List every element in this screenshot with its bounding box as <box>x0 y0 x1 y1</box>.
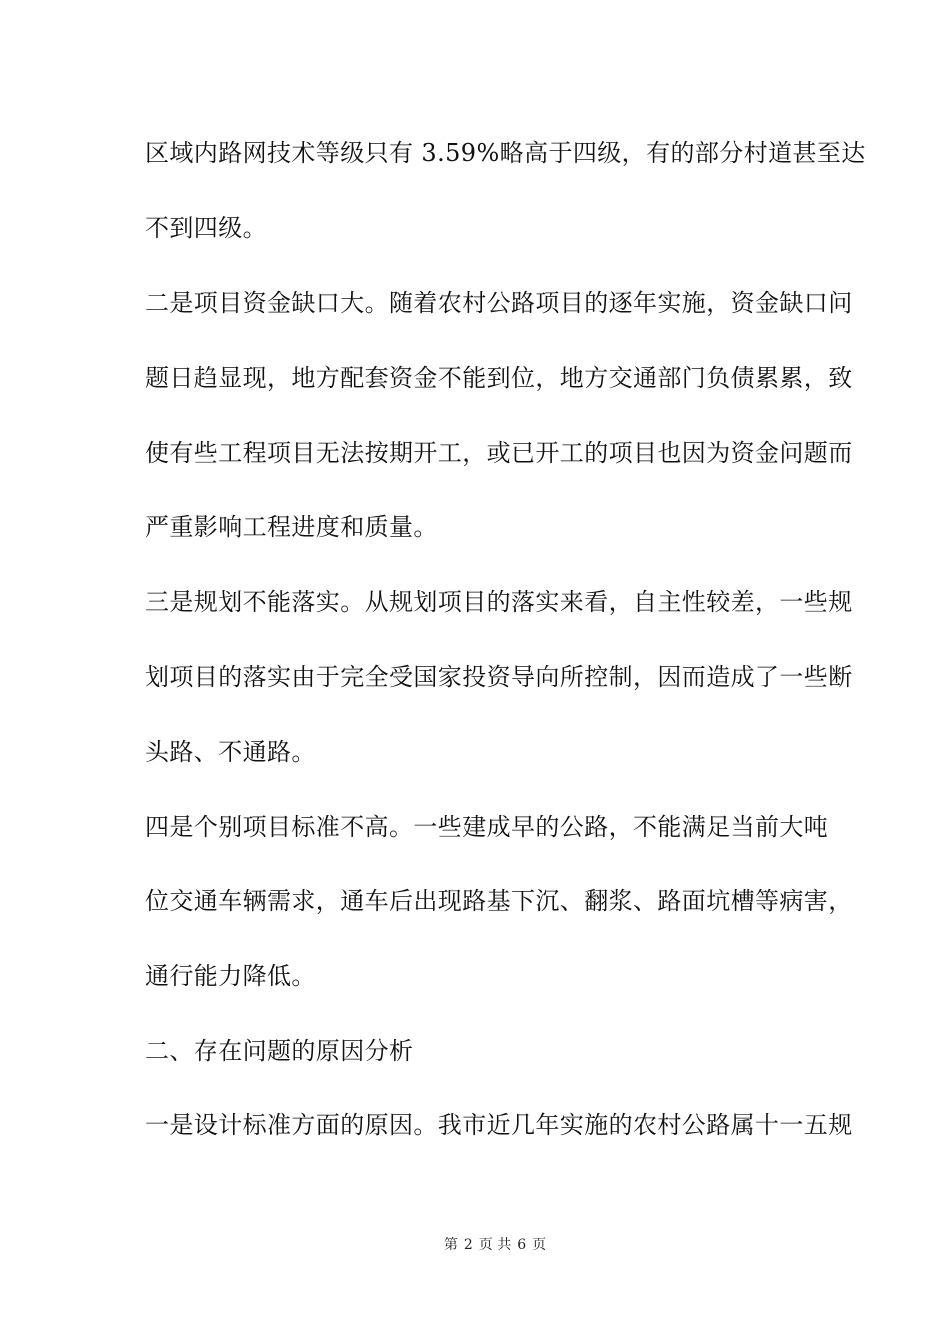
body-text-line: 题日趋显现，地方配套资金不能到位，地方交通部门负债累累，致 <box>145 364 853 392</box>
footer-prefix: 第 <box>443 1237 458 1253</box>
body-text-line: 不到四级。 <box>145 214 267 242</box>
body-text-line: 区域内路网技术等级只有 3.59%略高于四级，有的部分村道甚至达 <box>145 139 866 167</box>
footer-middle: 页 共 <box>478 1237 512 1253</box>
body-text-line: 划项目的落实由于完全受国家投资导向所控制，因而造成了一些断 <box>145 663 853 691</box>
paragraph-line: 三是规划不能落实。从规划项目的落实来看，自主性较差，一些规 <box>145 588 853 616</box>
body-text-line: 严重影响工程进度和质量。 <box>145 513 438 541</box>
body-text-line: 通行能力降低。 <box>145 962 316 990</box>
section-heading: 二、存在问题的原因分析 <box>145 1037 414 1065</box>
paragraph-line: 二是项目资金缺口大。随着农村公路项目的逐年实施，资金缺口问 <box>145 289 853 317</box>
body-text-line: 使有些工程项目无法按期开工，或已开工的项目也因为资金问题而 <box>145 439 853 467</box>
body-text-line: 头路、不通路。 <box>145 738 316 766</box>
footer-suffix: 页 <box>532 1237 547 1253</box>
paragraph-line: 一是设计标准方面的原因。我市近几年实施的农村公路属十一五规 <box>145 1111 853 1139</box>
footer-total-pages: 6 <box>517 1237 527 1253</box>
page-footer <box>0 1236 950 1254</box>
paragraph-line: 四是个别项目标准不高。一些建成早的公路，不能满足当前大吨 <box>145 813 829 841</box>
body-text-line: 位交通车辆需求，通车后出现路基下沉、翻浆、路面坑槽等病害， <box>145 887 853 915</box>
footer-current-page: 2 <box>463 1237 473 1253</box>
